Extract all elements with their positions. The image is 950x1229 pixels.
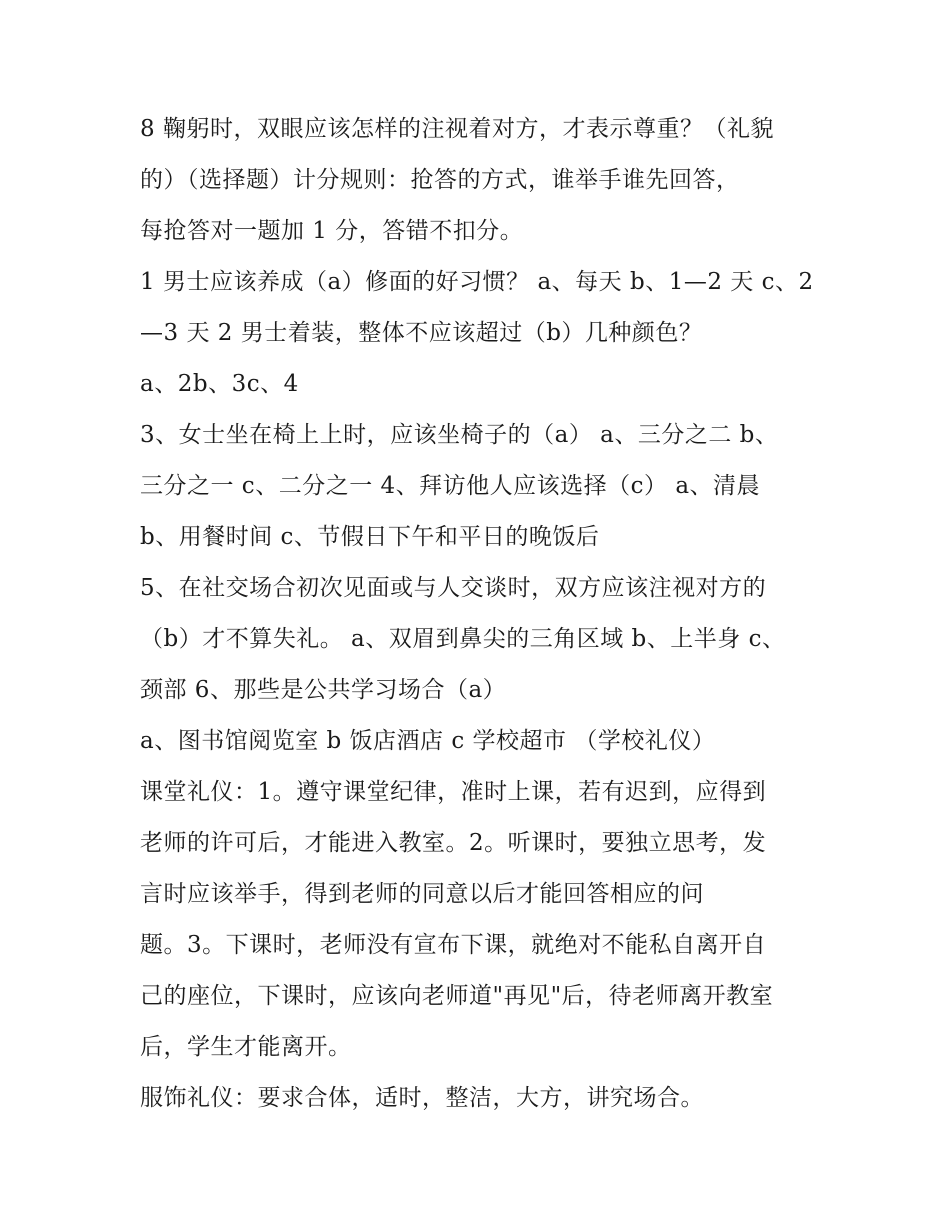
text-line: 言时应该举手，得到老师的同意以后才能回答相应的问 (140, 881, 704, 907)
document-body (140, 104, 820, 1124)
text-line: —3 天 2 男士着装，整体不应该超过（b）几种颜色？ (140, 320, 703, 346)
text-line: 的）（选择题）计分规则：抢答的方式，谁举手谁先回答， (140, 167, 740, 193)
text-line: 题。3。下课时，老师没有宣布下课，就绝对不能私自离开自 (140, 932, 767, 958)
text-line: 5、在社交场合初次见面或与人交谈时，双方应该注视对方的 (140, 575, 767, 601)
text-line: 颈部 6、那些是公共学习场合（a） (140, 677, 507, 703)
text-line: 己的座位，下课时，应该向老师道"再见"后，待老师离开教室 (140, 983, 774, 1009)
text-line: 3、女士坐在椅上上时，应该坐椅子的（a） a、三分之二 b、 (140, 422, 779, 448)
text-line: 后，学生才能离开。 (140, 1034, 352, 1060)
text-line: a、2b、3c、4 (140, 371, 299, 397)
text-line: b、用餐时间 c、节假日下午和平日的晚饭后 (140, 524, 600, 550)
text-line: 三分之一 c、二分之一 4、拜访他人应该选择（c） a、清晨 (140, 473, 761, 499)
text-line: 8 鞠躬时，双眼应该怎样的注视着对方，才表示尊重？（礼貌 (140, 116, 774, 142)
text-line: （b）才不算失礼。 a、双眉到鼻尖的三角区域 b、上半身 c、 (140, 626, 786, 652)
text-line: 课堂礼仪：1。遵守课堂纪律，准时上课，若有迟到，应得到 (140, 779, 767, 805)
text-line: 老师的许可后，才能进入教室。2。听课时，要独立思考，发 (140, 830, 767, 856)
text-line: a、图书馆阅览室 b 饭店酒店 c 学校超市 （学校礼仪） (140, 728, 716, 754)
text-line: 每抢答对一题加 1 分，答错不扣分。 (140, 218, 524, 244)
text-line: 1 男士应该养成（a）修面的好习惯？ a、每天 b、1—2 天 c、2 (140, 269, 814, 295)
text-line: 服饰礼仪：要求合体，适时，整洁，大方，讲究场合。 (140, 1085, 704, 1111)
